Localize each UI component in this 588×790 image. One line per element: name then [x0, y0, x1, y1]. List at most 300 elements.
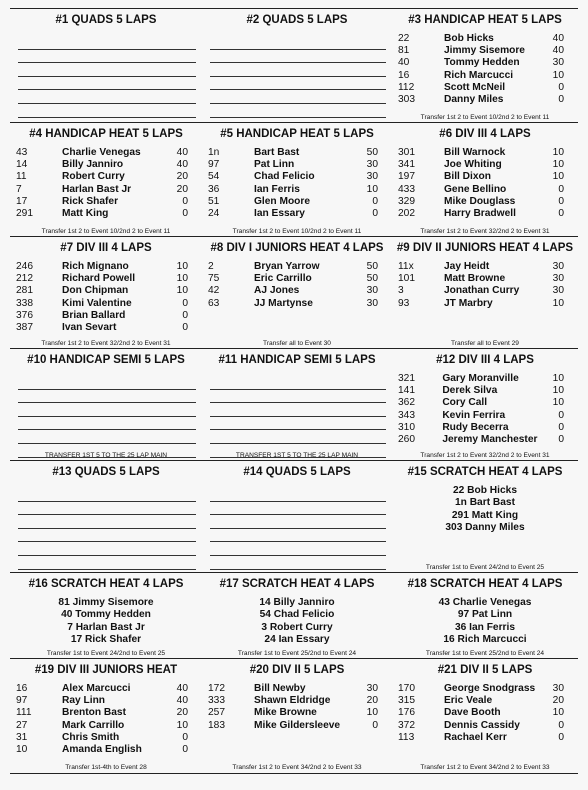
entry-row [10, 694, 202, 706]
scratch-lineup [10, 597, 202, 646]
handicap-points: 10 [366, 183, 378, 195]
rider-number: 246 [16, 260, 33, 272]
event-title: #9 DIV II JUNIORS HEAT 4 LAPS [396, 242, 574, 254]
entry-row [392, 207, 578, 219]
rider-number: 51 [208, 195, 220, 207]
blank-line [210, 430, 386, 444]
event-box [202, 349, 392, 461]
rider-number: 42 [208, 285, 220, 297]
handicap-points: 10 [176, 719, 188, 731]
handicap-points: 10 [176, 272, 188, 284]
event-box [392, 659, 578, 773]
event-box [10, 659, 202, 773]
blank-line [18, 430, 196, 444]
entry-row [392, 731, 578, 743]
event-title: #2 QUADS 5 LAPS [246, 14, 348, 26]
handicap-points: 40 [176, 158, 188, 170]
handicap-points: 0 [558, 208, 564, 220]
rider-name: JT Marbry [444, 297, 493, 309]
rider-number: 170 [398, 682, 415, 694]
handicap-points: 0 [182, 322, 188, 334]
entry-row [392, 183, 578, 195]
rider-name: Kimi Valentine [62, 297, 132, 309]
rider-name: Robert Curry [62, 171, 125, 183]
rider-name: Ian Ferris [254, 183, 300, 195]
entry-row [202, 260, 392, 272]
scratch-lineup [392, 485, 578, 534]
lineup-entry: 24 Ian Essary [264, 633, 330, 645]
event-title: #8 DIV I JUNIORS HEAT 4 LAPS [210, 242, 384, 254]
handicap-points: 10 [552, 158, 564, 170]
rider-name: Dennis Cassidy [444, 719, 520, 731]
rider-number: 338 [16, 297, 33, 309]
rider-number: 197 [398, 171, 415, 183]
entry-row [10, 207, 202, 219]
blank-line [18, 556, 196, 570]
event-box [392, 123, 578, 237]
rider-number: 433 [398, 183, 415, 195]
rider-name: Tommy Hedden [444, 57, 520, 69]
rider-name: Jimmy Sisemore [444, 44, 525, 56]
event-title: #5 HANDICAP HEAT 5 LAPS [220, 128, 374, 140]
entry-row [202, 272, 392, 284]
entry-row [202, 682, 392, 694]
blank-line [18, 529, 196, 543]
entry-row [202, 297, 392, 309]
handicap-points: 20 [176, 707, 188, 719]
rider-name: Jay Heidt [444, 260, 490, 272]
rider-number: 75 [208, 272, 220, 284]
rider-number: 2 [208, 260, 214, 272]
handicap-points: 10 [366, 707, 378, 719]
rider-name: Shawn Eldridge [254, 694, 331, 706]
blank-line [210, 63, 386, 77]
blank-line [18, 403, 196, 417]
handicap-points: 10 [552, 384, 564, 396]
transfer-note: Transfer 1st 2 to Event 32/2nd 2 to Event 31 [41, 340, 171, 347]
rider-name: Jeremy Manchester [442, 434, 538, 446]
blank-line [18, 36, 196, 50]
event-title: #15 SCRATCH HEAT 4 LAPS [407, 466, 563, 478]
entry-row [10, 272, 202, 284]
rider-number: 301 [398, 146, 415, 158]
rider-name: Billy Janniro [62, 158, 124, 170]
event-box [202, 9, 392, 123]
blank-line [210, 529, 386, 543]
rider-number: 113 [398, 731, 415, 743]
entry-row [10, 743, 202, 755]
event-title: #13 QUADS 5 LAPS [52, 466, 160, 478]
scratch-lineup [392, 597, 578, 646]
entry-row [10, 297, 202, 309]
blank-line [18, 50, 196, 64]
entry-row [202, 285, 392, 297]
blank-line [210, 77, 386, 91]
entry-row [10, 146, 202, 158]
lineup-entry: 97 Pat Linn [457, 609, 513, 621]
rider-number: 27 [16, 719, 28, 731]
rider-number: 97 [208, 158, 220, 170]
rider-number: 315 [398, 694, 415, 706]
rider-number: 36 [208, 183, 220, 195]
event-title: #4 HANDICAP HEAT 5 LAPS [29, 128, 183, 140]
handicap-points: 0 [372, 195, 378, 207]
entry-row [10, 171, 202, 183]
rider-number: 17 [16, 195, 28, 207]
event-title: #3 HANDICAP HEAT 5 LAPS [408, 14, 562, 26]
rider-number: 202 [398, 208, 415, 220]
lineup-entry: 7 Harlan Bast Jr [67, 621, 145, 633]
rider-name: Eric Carrillo [254, 272, 312, 284]
entry-row [10, 731, 202, 743]
blank-results-lines [210, 376, 386, 461]
transfer-note: Transfer 1st 2 to Event 32/2nd 2 to Event 31 [420, 452, 550, 459]
rider-name: Danny Miles [444, 94, 504, 106]
handicap-points: 0 [558, 94, 564, 106]
rider-number: 24 [208, 208, 220, 220]
entries-table [392, 32, 578, 106]
blank-line [210, 515, 386, 529]
lineup-entry: 17 Rick Shafer [70, 633, 142, 645]
rider-number: 101 [398, 272, 415, 284]
rider-number: 11 [16, 171, 27, 183]
event-box [202, 659, 392, 773]
rider-number: 310 [398, 421, 415, 433]
blank-line [18, 376, 196, 390]
handicap-points: 10 [552, 171, 564, 183]
handicap-points: 0 [558, 409, 564, 421]
rider-number: 111 [16, 707, 32, 719]
event-row [10, 460, 578, 573]
handicap-points: 0 [182, 731, 188, 743]
rider-name: Bill Newby [254, 682, 306, 694]
entry-row [392, 272, 578, 284]
transfer-note: Transfer 1st to Event 24/2nd to Event 25 [46, 650, 166, 657]
handicap-points: 0 [182, 208, 188, 220]
rider-number: 10 [16, 744, 28, 756]
entry-row [10, 195, 202, 207]
handicap-points: 30 [366, 171, 378, 183]
transfer-note: Transfer 1st to Event 25/2nd to Event 24 [237, 650, 357, 657]
rider-name: Derek Silva [442, 384, 498, 396]
entry-row [202, 195, 392, 207]
rider-name: Dave Booth [444, 707, 501, 719]
lineup-entry: 16 Rich Marcucci [443, 633, 527, 645]
entry-row [392, 81, 578, 93]
rider-number: 14 [16, 158, 28, 170]
rider-name: Matt Browne [444, 272, 506, 284]
rider-number: 343 [398, 409, 415, 421]
event-box [392, 349, 578, 461]
rider-number: 372 [398, 719, 415, 731]
entry-row [202, 146, 392, 158]
handicap-points: 50 [366, 272, 378, 284]
rider-number: 212 [16, 272, 33, 284]
blank-line [210, 50, 386, 64]
rider-name: Rudy Becerra [442, 421, 509, 433]
lineup-entry: 1n Bart Bast [454, 497, 515, 509]
handicap-points: 0 [558, 719, 564, 731]
transfer-note: Transfer all to Event 30 [263, 340, 331, 347]
entry-row [392, 158, 578, 170]
scratch-lineup [202, 597, 392, 646]
handicap-points: 40 [552, 32, 564, 44]
handicap-points: 10 [552, 146, 564, 158]
entry-row [392, 421, 578, 433]
blank-results-lines [18, 488, 196, 573]
rider-name: Glen Moore [254, 195, 311, 207]
event-title: #16 SCRATCH HEAT 4 LAPS [28, 578, 184, 590]
event-title: #6 DIV III 4 LAPS [439, 128, 531, 140]
rider-number: 176 [398, 707, 415, 719]
handicap-points: 30 [552, 260, 564, 272]
entry-row [202, 158, 392, 170]
handicap-points: 50 [366, 146, 378, 158]
rider-number: 7 [16, 183, 22, 195]
rider-name: Kevin Ferrira [442, 409, 506, 421]
rider-name: Bart Bast [254, 146, 300, 158]
blank-line [210, 104, 386, 118]
rider-name: Rachael Kerr [444, 731, 507, 743]
entry-row [202, 207, 392, 219]
event-title: #20 DIV II 5 LAPS [249, 664, 345, 676]
handicap-points: 20 [176, 183, 188, 195]
entry-row [392, 707, 578, 719]
entry-row [392, 57, 578, 69]
rider-number: 54 [208, 171, 220, 183]
entry-row [10, 719, 202, 731]
event-row [10, 658, 578, 774]
rider-name: Charlie Venegas [62, 146, 141, 158]
entry-row [202, 171, 392, 183]
event-box [392, 237, 578, 349]
entry-row [392, 171, 578, 183]
entry-row [392, 195, 578, 207]
handicap-points: 0 [558, 183, 564, 195]
rider-number: 303 [398, 94, 415, 106]
lineup-entry: 22 Bob Hicks [453, 485, 517, 496]
rider-name: Bill Dixon [444, 171, 491, 183]
transfer-note: Transfer 1st 2 to Event 34/2nd 2 to Event 33 [232, 764, 362, 771]
blank-line [18, 515, 196, 529]
rider-number: 3 [398, 285, 404, 297]
entry-row [392, 694, 578, 706]
handicap-points: 10 [552, 297, 564, 309]
entry-row [10, 260, 202, 272]
entries-table [202, 682, 392, 731]
entry-row [10, 309, 202, 321]
entry-row [392, 719, 578, 731]
rider-name: Brian Ballard [62, 309, 126, 321]
blank-line [210, 403, 386, 417]
blank-line [210, 488, 386, 502]
blank-results-lines [210, 488, 386, 573]
rider-name: Brenton Bast [62, 707, 126, 719]
rider-number: 260 [398, 434, 415, 446]
entry-row [10, 158, 202, 170]
event-box [392, 9, 578, 123]
entry-row [202, 183, 392, 195]
event-box [10, 461, 202, 573]
entry-row [202, 707, 392, 719]
blank-line [18, 502, 196, 516]
blank-line [18, 90, 196, 104]
rider-name: Harry Bradwell [444, 208, 516, 220]
event-title: #17 SCRATCH HEAT 4 LAPS [219, 578, 375, 590]
entry-row [392, 32, 578, 44]
entry-row [392, 93, 578, 105]
entries-table [10, 146, 202, 220]
lineup-entry: 54 Chad Felicio [259, 609, 335, 621]
handicap-points: 0 [372, 719, 378, 731]
handicap-points: 10 [552, 707, 564, 719]
rider-number: 16 [398, 69, 410, 81]
rider-number: 281 [16, 285, 33, 297]
blank-line [210, 390, 386, 404]
entries-table [10, 682, 202, 756]
event-box [392, 573, 578, 659]
entry-row [392, 409, 578, 421]
rider-name: Harlan Bast Jr [62, 183, 132, 195]
rider-name: Ian Essary [254, 208, 305, 220]
entry-row [10, 321, 202, 333]
blank-line [210, 90, 386, 104]
rider-number: 321 [398, 372, 415, 384]
transfer-note: Transfer 1st to Event 25/2nd to Event 24 [425, 650, 545, 657]
event-title: #11 HANDICAP SEMI 5 LAPS [218, 354, 376, 366]
transfer-note: Transfer 1st 2 to Event 34/2nd 2 to Event 33 [420, 764, 550, 771]
rider-name: George Snodgrass [444, 682, 536, 694]
rider-number: 31 [16, 731, 28, 743]
event-box [202, 461, 392, 573]
blank-line [18, 104, 196, 118]
event-row [10, 572, 578, 659]
blank-line [210, 502, 386, 516]
handicap-points: 30 [552, 682, 564, 694]
blank-line [210, 376, 386, 390]
handicap-points: 30 [366, 297, 378, 309]
transfer-note: Transfer all to Event 29 [451, 340, 519, 347]
handicap-points: 0 [182, 195, 188, 207]
handicap-points: 10 [552, 397, 564, 409]
rider-number: 183 [208, 719, 225, 731]
rider-name: Alex Marcucci [62, 682, 131, 694]
event-title: #12 DIV III 4 LAPS [436, 354, 534, 366]
lineup-entry: 291 Matt King [451, 509, 519, 521]
event-row [10, 348, 578, 461]
blank-line [18, 390, 196, 404]
blank-results-lines [18, 36, 196, 123]
rider-number: 81 [398, 44, 410, 56]
rider-number: 141 [398, 384, 415, 396]
event-box [10, 573, 202, 659]
event-title: #19 DIV III JUNIORS HEAT [34, 664, 178, 676]
transfer-note: Transfer 1st 2 to Event 10/2nd 2 to Event 11 [41, 228, 171, 235]
entry-row [392, 297, 578, 309]
rider-name: Joe Whiting [444, 158, 502, 170]
rider-number: 112 [398, 81, 415, 93]
rider-number: 40 [398, 57, 410, 69]
rider-name: AJ Jones [254, 285, 300, 297]
handicap-points: 10 [176, 260, 188, 272]
rider-number: 329 [398, 195, 415, 207]
rider-number: 1n [208, 146, 220, 158]
rider-number: 376 [16, 309, 33, 321]
handicap-points: 0 [182, 309, 188, 321]
rider-number: 362 [398, 397, 415, 409]
rider-number: 43 [16, 146, 28, 158]
handicap-points: 40 [552, 44, 564, 56]
rider-name: Amanda English [62, 744, 142, 756]
transfer-note: TRANSFER 1ST 5 TO THE 25 LAP MAIN [235, 452, 359, 459]
handicap-points: 0 [182, 744, 188, 756]
event-box [10, 237, 202, 349]
lineup-entry: 43 Charlie Venegas [438, 597, 532, 608]
rider-name: Jonathan Curry [444, 285, 520, 297]
rider-name: Ivan Sevart [62, 322, 117, 334]
handicap-points: 40 [176, 682, 188, 694]
blank-line [18, 77, 196, 91]
handicap-points: 10 [176, 285, 188, 297]
entry-row [392, 146, 578, 158]
rider-number: 387 [16, 322, 33, 334]
handicap-points: 40 [176, 146, 188, 158]
entry-row [392, 285, 578, 297]
rider-name: Cory Call [442, 397, 488, 409]
transfer-note: TRANSFER 1ST 5 TO THE 25 LAP MAIN [44, 452, 168, 459]
handicap-points: 0 [558, 421, 564, 433]
event-title: #21 DIV II 5 LAPS [437, 664, 533, 676]
handicap-points: 30 [366, 682, 378, 694]
blank-line [18, 488, 196, 502]
event-box [202, 573, 392, 659]
blank-results-lines [18, 376, 196, 461]
handicap-points: 20 [176, 171, 188, 183]
blank-line [210, 36, 386, 50]
entry-row [10, 183, 202, 195]
rider-name: Mike Douglass [444, 195, 516, 207]
rider-name: Bob Hicks [444, 32, 494, 44]
rider-name: Don Chipman [62, 285, 129, 297]
event-box [10, 123, 202, 237]
entry-row [392, 384, 578, 396]
transfer-note: Transfer 1st 2 to Event 32/2nd 2 to Event 31 [420, 228, 550, 235]
handicap-points: 20 [552, 694, 564, 706]
rider-number: 97 [16, 694, 28, 706]
entry-row [392, 682, 578, 694]
event-row [10, 122, 578, 237]
rider-name: Rich Marcucci [444, 69, 514, 81]
handicap-points: 0 [558, 81, 564, 93]
rider-name: Ray Linn [62, 694, 106, 706]
entries-table [10, 260, 202, 334]
handicap-points: 0 [182, 297, 188, 309]
handicap-points: 40 [176, 694, 188, 706]
rider-name: Matt King [62, 208, 109, 220]
handicap-points: 30 [552, 272, 564, 284]
lineup-entry: 303 Danny Miles [445, 521, 525, 533]
handicap-points: 0 [558, 195, 564, 207]
blank-results-lines [210, 36, 386, 123]
event-box [10, 9, 202, 123]
rider-number: 63 [208, 297, 220, 309]
transfer-note: Transfer 1st 2 to Event 10/2nd 2 to Event 11 [420, 114, 550, 121]
lineup-entry: 14 Billy Janniro [259, 597, 335, 608]
rider-name: Mark Carrillo [62, 719, 125, 731]
handicap-points: 0 [558, 731, 564, 743]
handicap-points: 30 [366, 285, 378, 297]
rider-number: 16 [16, 682, 28, 694]
